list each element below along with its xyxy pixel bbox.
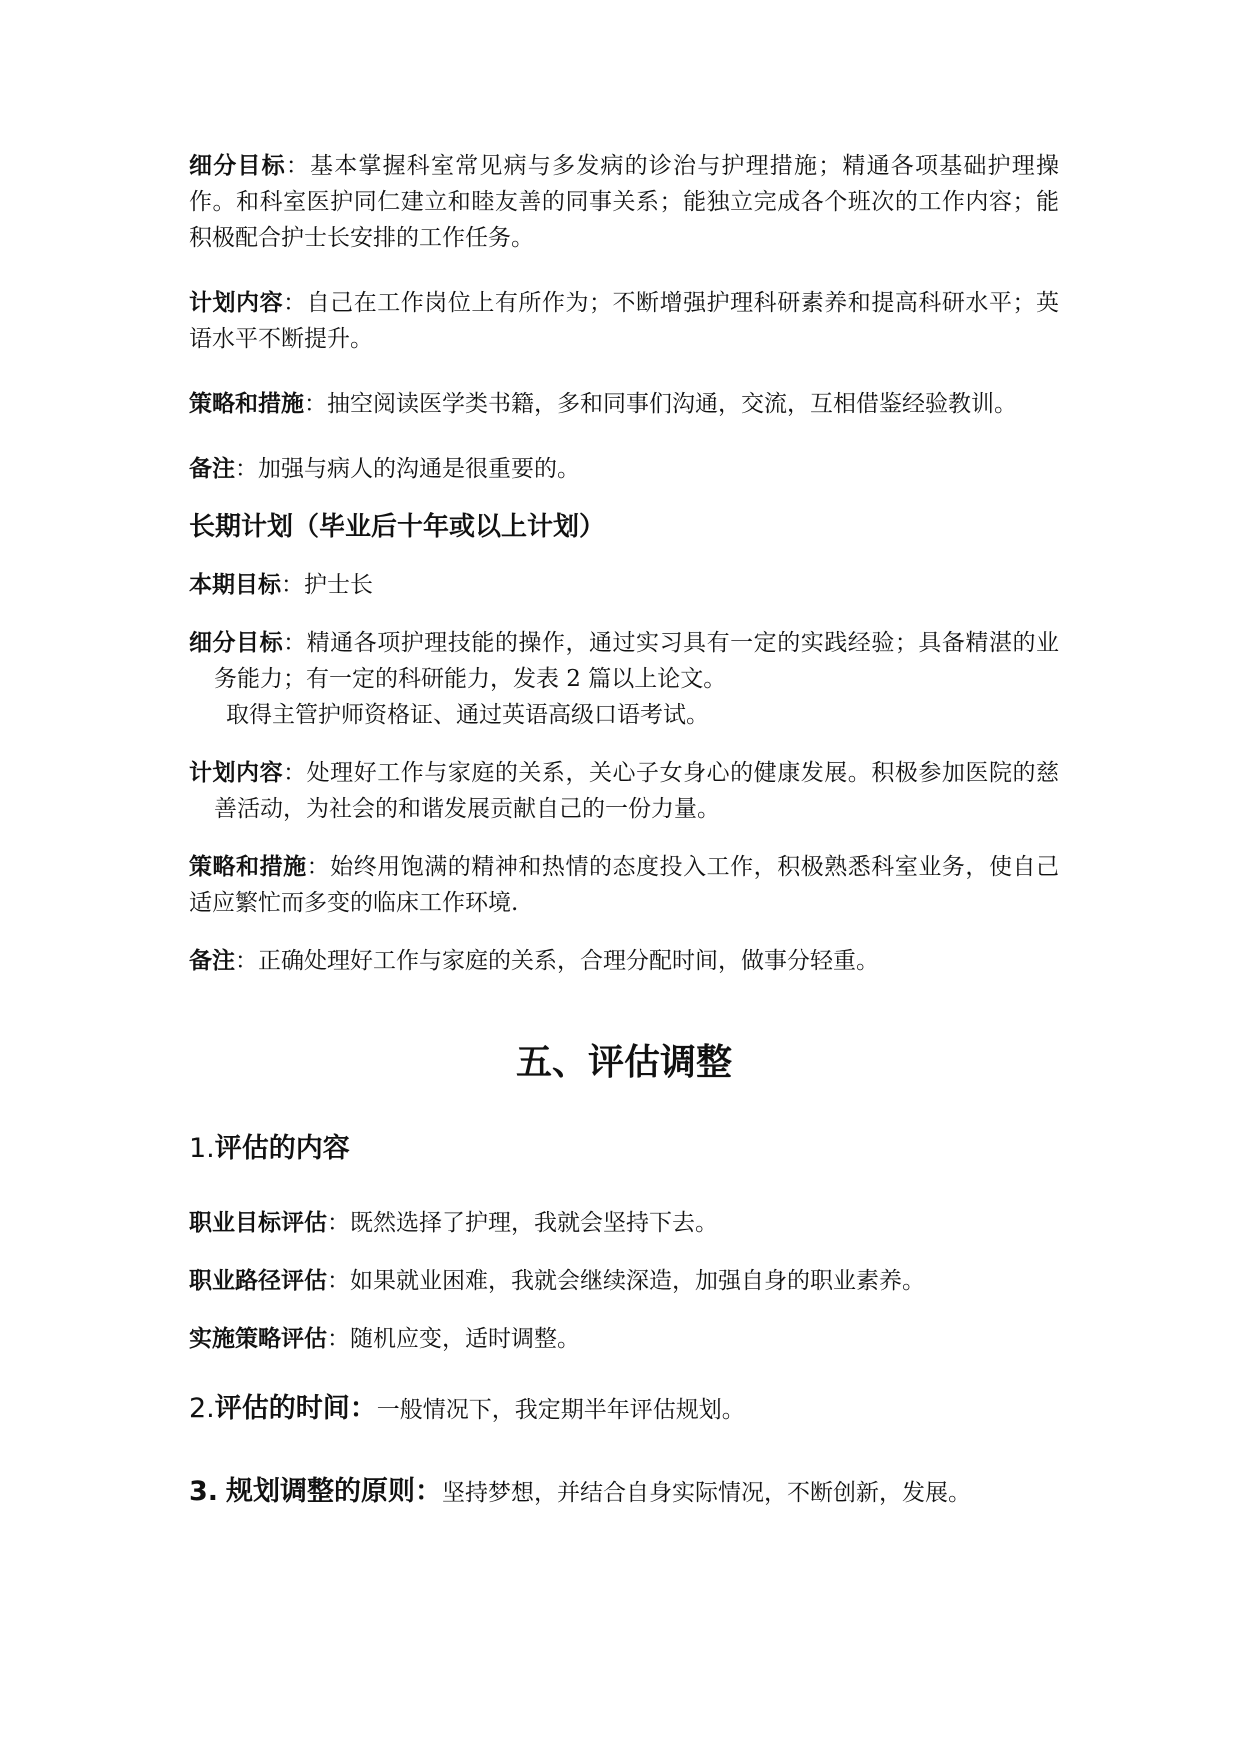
para-subgoal-long-extra — [189, 697, 1059, 733]
subsection-text: 一般情况下，我定期半年评估规划。 — [376, 1397, 745, 1423]
label: 计划内容 — [189, 290, 284, 316]
label: 策略和措施 — [189, 391, 304, 417]
label: 计划内容 — [189, 760, 284, 786]
label: 策略和措施 — [189, 854, 307, 880]
para-text: ：自己在工作岗位上有所作为；不断增强护理科研素养和提高科研水平；英语水平不断提升。 — [189, 290, 1060, 352]
para-text: ：加强与病人的沟通是很重要的。 — [235, 456, 580, 482]
subsection-heading-1 — [189, 1131, 1059, 1167]
para-plan-content-long — [189, 755, 1059, 827]
subsection-heading-2 — [189, 1391, 1059, 1428]
para-goal-long — [189, 567, 1059, 603]
para-text: ：处理好工作与家庭的关系，关心子女身心的健康发展。积极参加医院的慈善活动，为社会的和谐发展贡献自己的一份力量。 — [214, 760, 1060, 822]
para-text: ：正确处理好工作与家庭的关系，合理分配时间，做事分轻重。 — [235, 948, 879, 974]
label: 细分目标 — [189, 630, 284, 656]
label: 本期目标 — [189, 572, 281, 598]
section-title: 五、评估调整 — [515, 1042, 732, 1083]
para-text: 取得主管护师资格证、通过英语高级口语考试。 — [226, 702, 709, 728]
para-text: ：始终用饱满的精神和热情的态度投入工作，积极熟悉科室业务，使自己适应繁忙而多变的临床工作环境. — [189, 854, 1060, 916]
eval-item-path — [189, 1263, 1059, 1299]
subsection-title: 评估的时间： — [214, 1393, 377, 1424]
subsection-heading-3 — [189, 1474, 1059, 1511]
para-note-long — [189, 943, 1059, 979]
para-strategy-short — [189, 386, 1059, 422]
para-text: ：随机应变，适时调整。 — [327, 1326, 580, 1352]
para-plan-content-short — [189, 285, 1059, 357]
subsection-number: 3. — [189, 1476, 219, 1507]
para-text: ：如果就业困难，我就会继续深造，加强自身的职业素养。 — [327, 1268, 925, 1294]
para-text: ：护士长 — [281, 572, 373, 598]
para-subgoal-long — [189, 625, 1059, 697]
para-text: ：既然选择了护理，我就会坚持下去。 — [327, 1210, 718, 1236]
subsection-number: 2. — [189, 1393, 215, 1424]
eval-item-goal — [189, 1205, 1059, 1241]
label: 细分目标 — [189, 153, 286, 179]
label: 实施策略评估 — [189, 1326, 327, 1352]
para-text: ：抽空阅读医学类书籍，多和同事们沟通，交流，互相借鉴经验教训。 — [304, 391, 1017, 417]
label: 备注 — [189, 456, 235, 482]
subsection-title: 规划调整的原则： — [226, 1476, 443, 1507]
eval-item-strategy — [189, 1321, 1059, 1357]
document-page — [189, 148, 1059, 1511]
para-note-short — [189, 451, 1059, 487]
para-subgoal-short — [189, 148, 1059, 256]
para-text: ：精通各项护理技能的操作，通过实习具有一定的实践经验；具备精湛的业务能力；有一定的科研能力，发表 2 篇以上论文。 — [214, 630, 1060, 692]
subsection-text: 坚持梦想，并结合自身实际情况，不断创新，发展。 — [442, 1480, 972, 1506]
subsection-title: 评估的内容 — [214, 1133, 350, 1164]
label: 备注 — [189, 948, 235, 974]
label: 职业目标评估 — [189, 1210, 327, 1236]
para-text: ：基本掌握科室常见病与多发病的诊治与护理措施；精通各项基础护理操作。和科室医护同仁建立和睦友善的同事关系；能独立完成各个班次的工作内容；能积极配合护士长安排的工作任务。 — [189, 153, 1060, 251]
label: 职业路径评估 — [189, 1268, 327, 1294]
para-strategy-long — [189, 849, 1059, 921]
subsection-number: 1. — [189, 1133, 215, 1164]
long-term-heading: 长期计划（毕业后十年或以上计划） — [189, 512, 606, 542]
